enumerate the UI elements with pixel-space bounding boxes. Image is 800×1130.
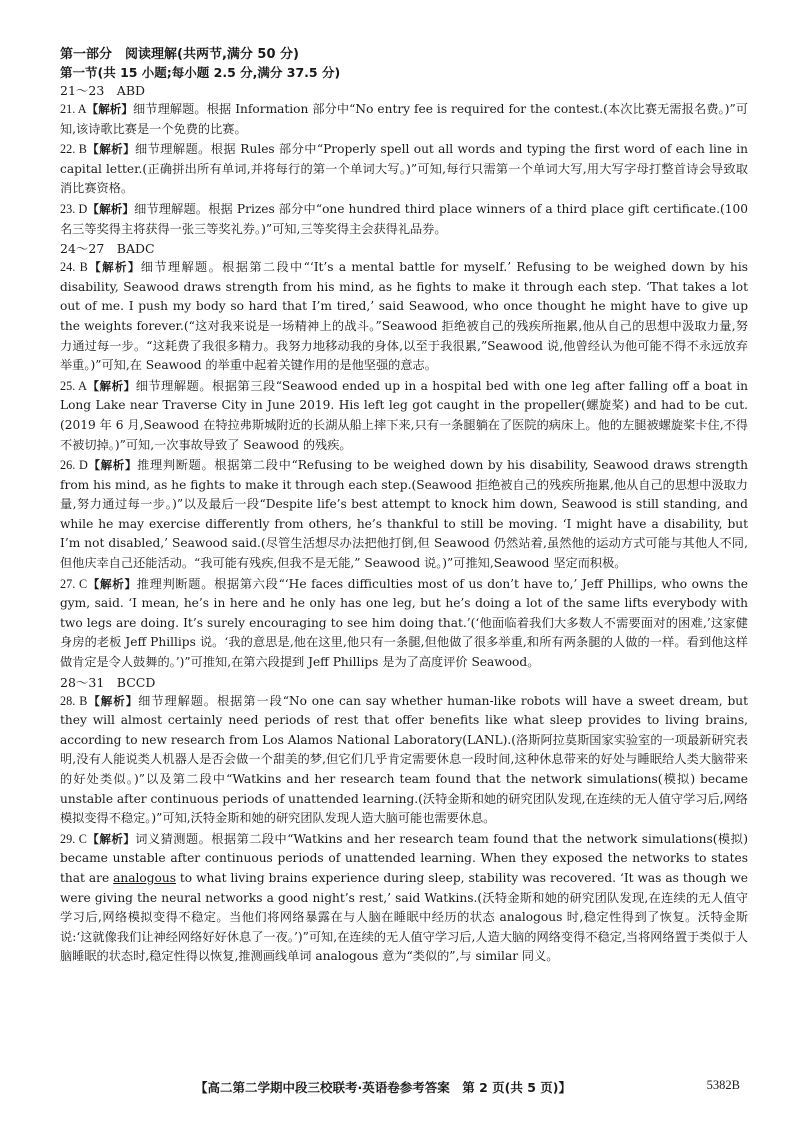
explanation-text: 细节理解题。根据第三段“Seawood ended up in a hospital bed with one leg after falling off a boat in Long Lake near Traverse City in June 2019. His left leg got caught in the propeller(螺旋桨) and had to be cut.(2019 年 6 月,Seawood 在特拉弗斯城附近的长湖从船上摔下来,只有一条腿躺在了医院的病床上。他的左腿被螺旋桨卡住,不得不被切掉。)”可知,一次事故导致了 Seawood 的残疾。 [60,378,749,452]
answer-letter: B [78,142,87,157]
explanation-text: 推理判断题。根据第六段“‘He faces difficulties most of us don’t have to,’ Jeff Phillips, who owns the gym, said. ‘I mean, he’s in here and he only has one leg, but he’s doing a lot of the same lifts everybody with two legs are doing. It’s surely encouraging to see him doing that.’(‘他面临着我们大多数人不需要面对的困难,’这家健身房的老板 Jeff Phillips 说。‘我的意思是,他在这里,他只有一条腿,但他做了很多举重,和所有两条腿的人做的一样。看到他这样做肯定是令人鼓舞的。’)”可推知,在第六段提到 Jeff Phillips 是为了高度评价 Seawood。 [60,576,749,670]
answer-letter: B [79,693,88,708]
answer-range: 28～31 BCCD [60,674,156,690]
question-number: 29. [60,831,79,846]
answer-letter: B [79,260,88,275]
part-heading: 第一部分 阅读理解(共两节,满分 50 分) [60,47,299,62]
question-number: 26. [60,458,79,473]
analysis-tag: 【解析】 [87,458,138,473]
explanation-text: 细节理解题。根据第二段中“‘It’s a mental battle for myself.’ Refusing to be weighed down by his disability, Seawood draws strength from his mind, as he fights to make it through each step. ‘That takes a lot out of me. I push my body so hard that I’m tired,’ said Seawood, who once thought he might have to give up the weights forever.(“这对我来说是一场精神上的战斗。”Seawood 拒绝被自己的残疾所拖累,他从自己的思想中汲取力量,努力通过每一步。“这耗费了我很多精力。我努力地移动我的身体,以至于我很累,”Seawood 说,他曾经认为他可能不得不永远放弃举重。)”可知,在 Seawood 的举重中起着关键作用的是他坚强的意志。 [60,260,749,373]
question-number: 21. [60,102,78,116]
analysis-tag: 【解析】 [87,260,141,275]
answer-letter: D [78,201,88,216]
answer-letter: A [77,102,87,116]
explanation-item [60,692,748,829]
explanation-item [60,377,748,455]
analysis-tag: 【解析】 [86,142,136,157]
explanation-item [60,258,748,376]
explanation-item [60,200,748,239]
page-footer [0,1078,800,1100]
question-number: 22. [60,142,79,157]
section-heading: 第一节(共 15 小题;每小题 2.5 分,满分 37.5 分) [60,65,341,80]
question-number: 23. [60,201,79,216]
explanation-item [60,830,748,967]
explanation-text: 推理判断题。根据第二段中“Refusing to be weighed down by his disability, Seawood draws strength from his mind, as he fights to make it through each step.(Seawood 拒绝被自己的残疾所拖累,他从自己的思想中汲取力量,努力通过每一步。)”以及最后一段“Despite life’s best attempt to knock him down, Seawood is still standing, and while he may exercise differently from others, he’s thankful to still be moving. ‘I might have a disability, but I’m not disabled,’ Seawood said.(尽管生活想尽办法把他打倒,但 Seawood 仍然站着,虽然他的运动方式可能与其他人不同,但他庆幸自己还能活动。“我可能有残疾,但我不是无能,” Seawood 说。)”可推知,Seawood 坚定而积极。 [60,458,749,571]
explanation-item [60,100,748,139]
explanation-text: 细节理解题。根据 Information 部分中“No entry fee is required for the contest.(本次比赛无需报名费。)”可知,该诗歌比赛是一个免费的比赛。 [60,102,749,136]
explanation-text: 细节理解题。根据 Rules 部分中“Properly spell out all words and typing the first word of each line in capital letter.(正确拼出所有单词,并将每行的第一个单词大写。)”可知,每行只需第一个单词大写,用大写字母打整首诗会导致取消比赛资格。 [60,142,749,196]
question-number: 27. [60,576,79,591]
analysis-tag: 【解析】 [87,693,139,708]
explanation-item [60,575,748,673]
analysis-tag: 【解析】 [86,102,133,116]
answer-letter: A [78,378,87,393]
analysis-tag: 【解析】 [87,576,137,591]
underlined-word: analogous [113,870,176,885]
question-number: 28. [60,693,80,708]
paper-code: 5382B [706,1078,740,1092]
answer-letter: D [78,458,88,473]
explanation-text: 词义猜测题。根据第二段中“Watkins and her research team found that the network simulations(模拟) became unstable after continuous periods of unattended learning. When they exposed the networks to states that are [60,831,749,885]
explanation-item [60,140,748,199]
analysis-tag: 【解析】 [86,831,136,846]
answer-letter: C [78,831,87,846]
answer-range: 21～23 ABD [60,83,146,98]
analysis-tag: 【解析】 [86,378,136,393]
analysis-tag: 【解析】 [87,201,135,216]
answer-range: 24～27 BADC [60,241,155,257]
explanation-item [60,456,748,574]
explanation-text-cont: to what living brains experience during sleep, stability was recovered. ‘It was as though we were giving the neural networks a good night’s rest,’ said Watkins.(沃特金斯和她的研究团队发现,在连续的无人值守学习后,网络模拟变得不稳定。当他们将网络暴露在与人脑在睡眠中经历的状态 analogous 时,稳定性得到了恢复。沃特金斯说:‘这就像我们让神经网络好好休息了一夜。’)”可知,在连续的无人值守学习后,人造大脑的网络变得不稳定,当将网络置于类似于人脑睡眠的状态时,稳定性得以恢复,推测画线单词 analogous 意为“类似的”,与 similar 同义。 [60,870,748,964]
footer-title: 【高二第二学期中段三校联考·英语卷参考答案 第 2 页(共 5 页)】 [195,1080,571,1095]
explanation-text: 细节理解题。根据第一段“No one can say whether human-like robots will have a sweet dream, but they will almost certainly need periods of rest that offer benefits like what sleep provides to living brains, according to new research from Los Alamos National Laboratory(LANL).(洛斯阿拉莫斯国家实验室的一项最新研究表明,没有人能说类人机器人是否会做一个甜美的梦,但它们几乎肯定需要休息一段时间,这种休息带来的好处与睡眠给人类大脑带来的好处类似。)”以及第二段中“Watkins and her research team found that the network simulations(模拟) became unstable after continuous periods of unattended learning.(沃特金斯和她的研究团队发现,在连续的无人值守学习后,网络模拟变得不稳定。)”可知,沃特金斯和她的研究团队发现人造大脑可能也需要休息。 [60,693,749,826]
answer-key-page [60,46,748,968]
question-number: 24. [60,260,80,275]
question-number: 25. [60,378,79,393]
explanation-text: 细节理解题。根据 Prizes 部分中“one hundred third place winners of a third place gift certificate.(100 名三等奖得主将获得一张三等奖礼券。)”可知,三等奖得主会获得礼品券。 [60,201,749,236]
answer-letter: C [79,576,88,591]
